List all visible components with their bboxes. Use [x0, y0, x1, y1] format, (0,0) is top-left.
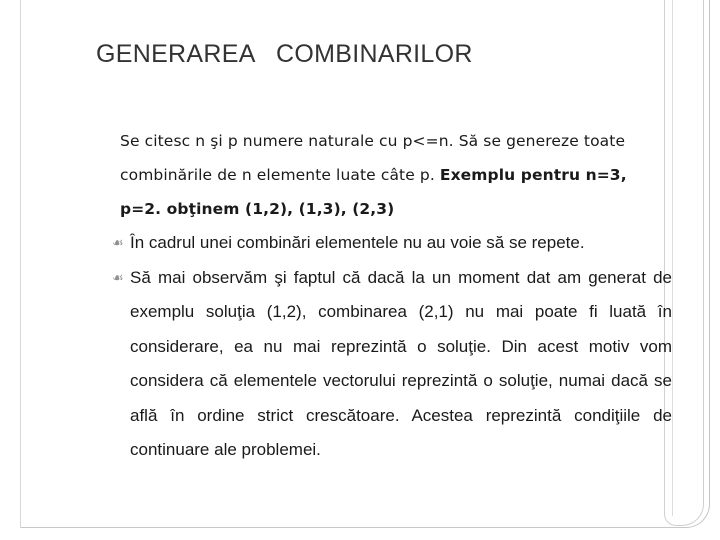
bullet-item-2	[112, 261, 672, 468]
slide-title: GENERAREA COMBINARILOR	[96, 40, 473, 68]
intro-line-2-bold: Exemplu pentru n=3,	[439, 166, 627, 184]
intro-paragraph	[118, 124, 672, 226]
decorative-bullet-icon: ☙	[112, 235, 124, 250]
intro-line-3-bold: p=2. obţinem (1,2), (1,3), (2,3)	[120, 200, 395, 218]
bullet-item-1	[112, 226, 672, 261]
slide-content	[112, 124, 672, 468]
intro-line-2: combinările de n elemente luate câte p.	[120, 166, 440, 184]
bullet-text-2: Să mai observăm şi faptul că dacă la un moment dat am generat de exemplu soluţia (1,2), combinarea (2,1) nu mai poate fi luată în considerare, ea nu mai reprezintă o soluţie. Din acest motiv vom considera că elementele vectorului reprezintă o soluţie, numai dacă se află în ordine strict crescătoare. Acestea reprezintă condiţiile de continuare ale problemei.	[130, 267, 672, 459]
bullet-text-1: În cadrul unei combinări elementele nu au voie să se repete.	[130, 233, 585, 252]
decorative-bullet-icon: ☙	[112, 269, 124, 285]
slide-frame-line	[672, 0, 673, 516]
intro-line-1: Se citesc n şi p numere naturale cu p<=n. Să se genereze toate	[120, 132, 626, 150]
